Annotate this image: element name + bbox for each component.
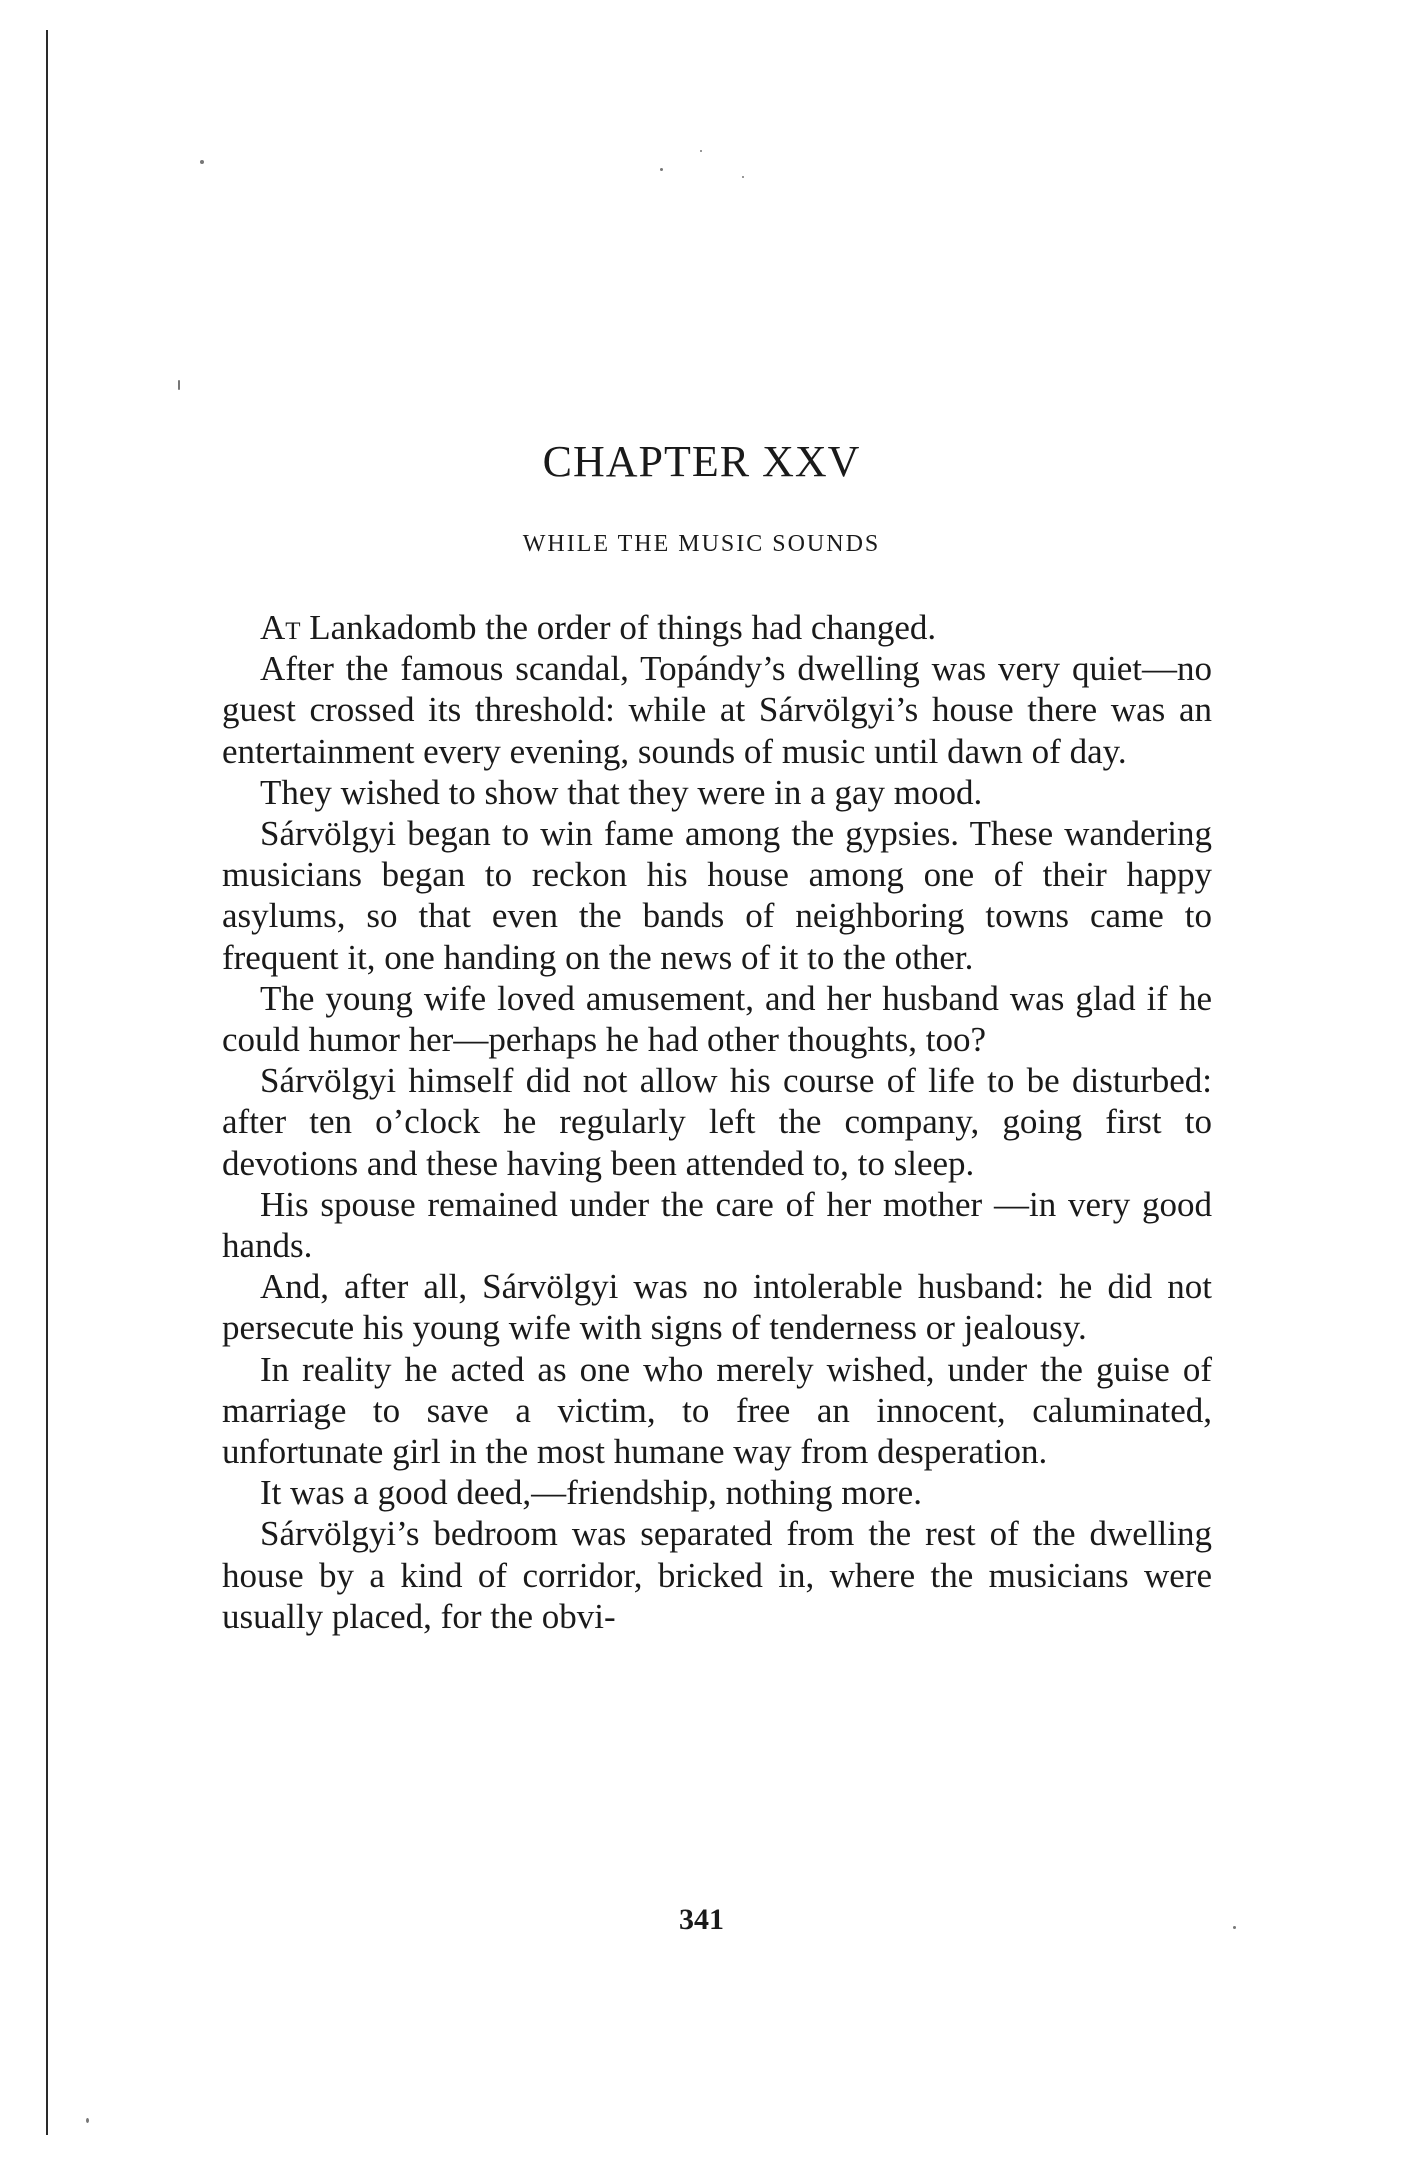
paragraph: In reality he acted as one who merely wished, under the guise of marriage to save a victim, to free an innocent, caluminated, unfortunate girl in the most humane way from desperation. xyxy=(222,1349,1212,1472)
opening-paragraph xyxy=(222,607,1212,648)
scan-speck xyxy=(200,160,204,164)
scan-speck xyxy=(660,168,663,171)
paragraph: It was a good deed,—friendship, nothing more. xyxy=(260,1473,922,1513)
paragraph: And, after all, Sárvölgyi was no intolerable husband: he did not persecute his young wife with signs of tenderness or jealousy. xyxy=(222,1267,1212,1348)
chapter-body xyxy=(222,607,1212,1637)
paragraph: Sárvölgyi himself did not allow his course of life to be disturbed: after ten o’clock he regularly left the company, going first to devotions and these having been attended to, to sleep. xyxy=(222,1061,1212,1183)
scan-speck xyxy=(700,150,702,152)
paragraph: His spouse remained under the care of her mother —in very good hands. xyxy=(222,1184,1212,1266)
chapter-subtitle: WHILE THE MUSIC SOUNDS xyxy=(522,531,881,557)
paragraph: The young wife loved amusement, and her husband was glad if he could humor her—perhaps he had other thoughts, too? xyxy=(222,978,1212,1060)
opening-sentence: Lankadomb the order of things had changed. xyxy=(300,608,937,647)
paragraph: Sárvölgyi began to win fame among the gypsies. These wandering musicians began to reckon his house among one of their happy asylums, so that even the bands of neighboring towns came to frequent it, one handing on the news of it to the other. xyxy=(222,814,1212,977)
scan-speck xyxy=(86,2118,89,2123)
paragraph: They wished to show that they were in a gay mood. xyxy=(260,772,983,812)
scan-speck xyxy=(742,176,744,178)
page-margin-rule xyxy=(46,30,48,2135)
scan-speck xyxy=(178,380,180,390)
opening-word: At xyxy=(260,608,301,647)
chapter-title: CHAPTER XXV xyxy=(542,437,861,486)
page-number: 341 xyxy=(679,1903,724,1936)
paragraph: After the famous scandal, Topándy’s dwelling was very quiet—no guest crossed its threshold: while at Sárvölgyi’s house there was an entertainment every evening, sounds of music until dawn of day. xyxy=(222,649,1212,771)
paragraph: Sárvölgyi’s bedroom was separated from the rest of the dwelling house by a kind of corridor, bricked in, where the musicians were usually placed, for the obvi- xyxy=(222,1514,1212,1636)
